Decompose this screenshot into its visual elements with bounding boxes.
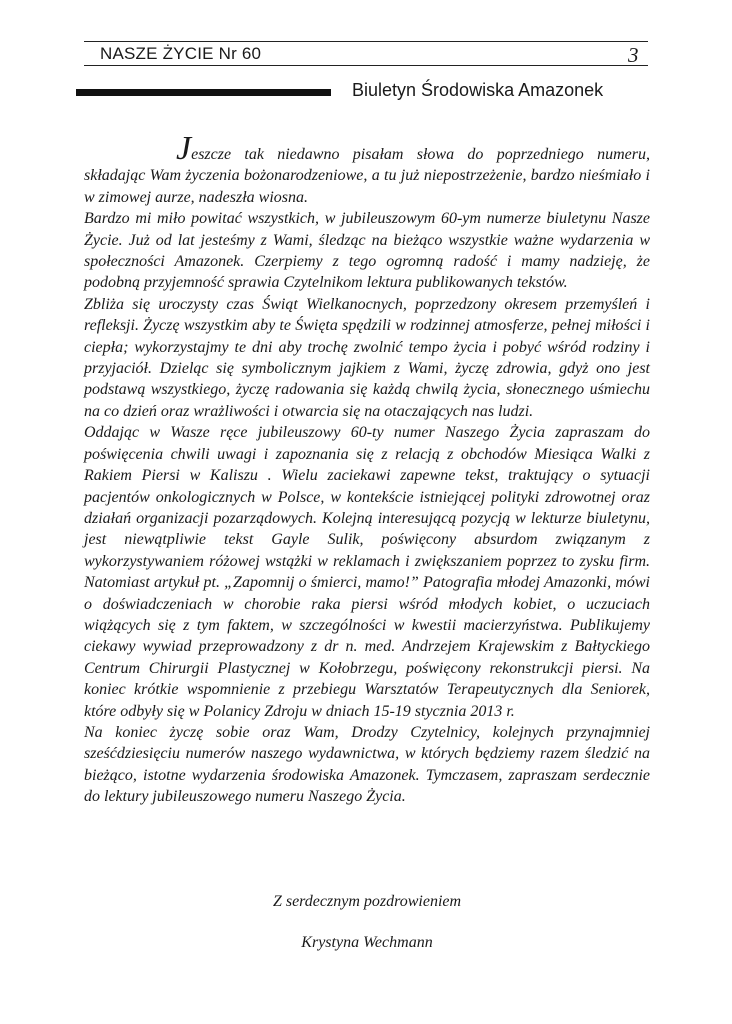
closing-greeting: Z serdecznym pozdrowieniem <box>272 893 462 910</box>
header-top-rule <box>84 41 648 42</box>
article-paragraph-4: Oddając w Wasze ręce jubileuszowy 60-ty numer Naszego Życia zapraszam do poświęcenia chwili uwagi i zapoznania się z relacją z obchodów Miesiąca Walki z Rakiem Piersi w Kaliszu . Wielu zaciekawi zapewne tekst, traktujący o sytuacji pacjentów onkologicznych w Polsce, w kontekście istniejącej polityki zdrowotnej oraz działań organizacji pozarządowych. Kolejną interesującą pozycją w lekturze biuletynu, jest niewątpliwie tekst Gayle Sulik, poświęcony absurdom związanym z wykorzystywaniem różowej wstążki w reklamach i zwiększaniem poprzez to zysku firm. Natomiast artykuł pt. „Zapomnij o śmierci, mamo!” Patografia młodej Amazonki, mówi o doświadczeniach w chorobie raka piersi wśród młodych kobiet, o uczuciach wiążących się z tym faktem, w szczególności w kwestii macierzyństwa. Publikujemy ciekawy wywiad przeprowadzony z dr n. med. Andrzejem Krajewskim z Bałtyckiego Centrum Chirurgii Plastycznej w Kołobrzegu, poświęcony rekonstrukcji piersi. Na koniec krótkie wspomnienie z przebiegu Warsztatów Terapeutycznych dla Seniorek, które odbyły się w Polanicy Zdroju w dniach 15-19 stycznia 2013 r. <box>84 424 650 720</box>
drop-cap: J <box>176 130 192 167</box>
article-paragraph-2: Bardzo mi miło powitać wszystkich, w jubileuszowym 60-ym numerze biuletynu Nasze Życie. Już od lat jesteśmy z Wami, śledząc na bieżąco wszystkie ważne wydarzenia w społeczności Amazonek. Czerpiemy z tego ogromną radość i mamy nadzieję, że podobną przyjemność sprawia Czytelnikom lektura publikowanych tekstów. <box>84 210 650 292</box>
paragraph-text: eszcze tak niedawno pisałam słowa do poprzedniego numeru, składając Wam życzenia bożonarodzeniowe, a tu już niepostrzeżenie, bardzo nieśmiało i w zimowej aurze, nadeszła wiosna. <box>84 146 650 206</box>
decorative-bar <box>76 89 331 96</box>
author-signature: Krystyna Wechmann <box>301 934 433 951</box>
header-bottom-rule <box>84 65 648 66</box>
journal-title: NASZE ŻYCIE Nr 60 <box>100 44 262 63</box>
page-number: 3 <box>628 43 639 67</box>
article-body <box>84 130 650 808</box>
article-paragraph-1 <box>84 130 650 208</box>
section-title: Biuletyn Środowiska Amazonek <box>352 80 604 100</box>
article-paragraph-5: Na koniec życzę sobie oraz Wam, Drodzy Czytelnicy, kolejnych przynajmniej sześćdziesięciu numerów naszego wydawnictwa, w których będziemy razem śledzić na bieżąco, istotne wydarzenia środowiska Amazonek. Tymczasem, zapraszam serdecznie do lektury jubileuszowego numeru Naszego Życia. <box>84 723 650 806</box>
article-paragraph-3: Zbliża się uroczysty czas Świąt Wielkanocnych, poprzedzony okresem przemyśleń i refleksji. Życzę wszystkim aby te Święta spędzili w rodzinnej atmosferze, pełnej miłości i ciepła; wykorzystajmy te dni aby trochę zwolnić tempo życia i pobyć wśród rodziny i przyjaciół. Dzieląc się symbolicznym jajkiem z Wami, życzę zdrowia, gdyż ono jest podstawą wszystkiego, życzę radowania się każdą chwilą życia, słonecznego uśmiechu na co dzień oraz wrażliwości i otwarcia się na otaczających nas ludzi. <box>84 295 650 420</box>
